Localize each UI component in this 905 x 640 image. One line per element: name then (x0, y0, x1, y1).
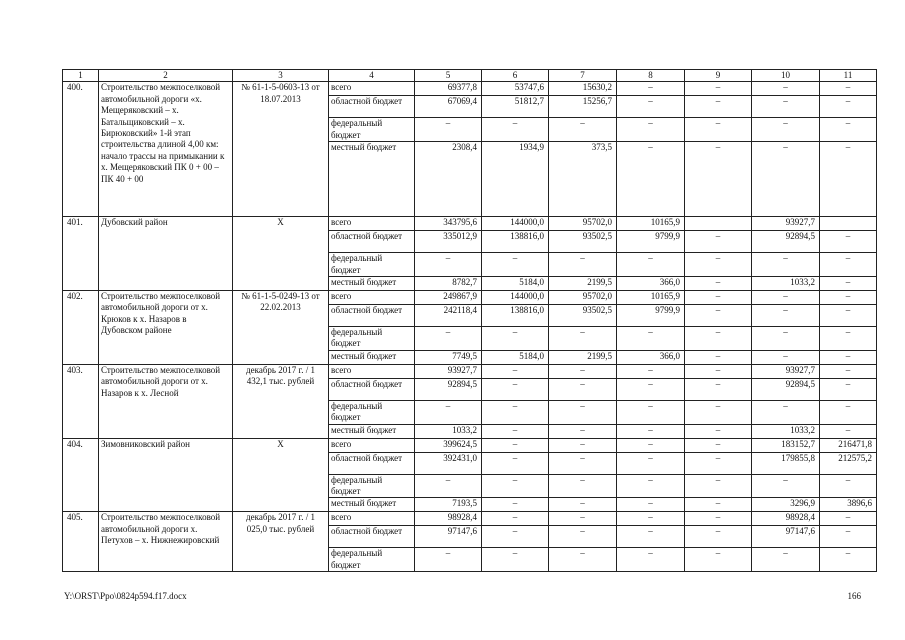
amount-cell: 179855,8 (752, 452, 820, 474)
amount-cell: 15630,2 (549, 82, 617, 96)
amount-cell: – (685, 327, 752, 351)
amount-cell: 138816,0 (482, 305, 549, 327)
amount-cell: 212575,2 (820, 452, 877, 474)
amount-cell: 9799,9 (617, 305, 685, 327)
column-header: 6 (482, 70, 549, 82)
amount-cell: – (482, 364, 549, 378)
object-name: Строительство межпоселковой автомобильной дороги от х. Назаров к х. Лесной (99, 364, 233, 438)
funding-source: местный бюджет (329, 142, 415, 217)
amount-cell: 7193,5 (415, 498, 482, 512)
amount-cell: – (415, 118, 482, 142)
amount-cell: – (482, 253, 549, 277)
amount-cell: – (685, 364, 752, 378)
funding-source: федеральный бюджет (329, 474, 415, 498)
amount-cell: 92894,5 (752, 231, 820, 253)
object-name: Строительство межпоселковой автомобильной дороги «х. Мещеряковский – х. Батальщиковский – х. Бирюковский» 1-й этап строительства длиной 4,00 км: начало трассы на примыкании к х. Мещеряковский ПК 0 + 00 – ПК 40 + 00 (99, 82, 233, 217)
object-name: Строительство межпоселковой автомобильной дороги х. Петухов – х. Нижнежировский (99, 512, 233, 572)
amount-cell: 343795,6 (415, 217, 482, 231)
row-number: 401. (63, 217, 99, 291)
document-ref: № 61-1-5-0603-13 от 18.07.2013 (233, 82, 329, 217)
funding-source: федеральный бюджет (329, 253, 415, 277)
funding-source: областной бюджет (329, 452, 415, 474)
amount-cell: 335012,9 (415, 231, 482, 253)
amount-cell: 1033,2 (415, 424, 482, 438)
row-number: 403. (63, 364, 99, 438)
amount-cell: – (617, 364, 685, 378)
amount-cell: – (685, 548, 752, 572)
table-row (63, 291, 877, 305)
amount-cell: – (820, 305, 877, 327)
amount-cell: – (617, 253, 685, 277)
row-number: 402. (63, 291, 99, 365)
amount-cell: 366,0 (617, 350, 685, 364)
amount-cell: – (482, 424, 549, 438)
document-ref: декабрь 2017 г. / 1 432,1 тыс. рублей (233, 364, 329, 438)
amount-cell: – (820, 231, 877, 253)
amount-cell: 2199,5 (549, 350, 617, 364)
column-header: 11 (820, 70, 877, 82)
amount-cell: 93502,5 (549, 231, 617, 253)
amount-cell: – (482, 438, 549, 452)
amount-cell: – (820, 548, 877, 572)
amount-cell: – (617, 82, 685, 96)
table-body (63, 70, 877, 572)
document-ref: № 61-1-5-0249-13 от 22.02.2013 (233, 291, 329, 365)
amount-cell: 98928,4 (415, 512, 482, 526)
amount-cell: 2199,5 (549, 277, 617, 291)
amount-cell: – (685, 474, 752, 498)
amount-cell: 93927,7 (415, 364, 482, 378)
amount-cell: – (415, 253, 482, 277)
amount-cell: 9799,9 (617, 231, 685, 253)
amount-cell: – (549, 364, 617, 378)
budget-table (62, 69, 877, 572)
funding-source: областной бюджет (329, 526, 415, 548)
amount-cell: – (752, 253, 820, 277)
amount-cell: – (549, 438, 617, 452)
amount-cell: – (617, 498, 685, 512)
amount-cell: – (415, 548, 482, 572)
amount-cell: 8782,7 (415, 277, 482, 291)
funding-source: всего (329, 438, 415, 452)
amount-cell: – (685, 498, 752, 512)
amount-cell: 366,0 (617, 277, 685, 291)
amount-cell: 5184,0 (482, 277, 549, 291)
amount-cell: – (482, 327, 549, 351)
object-name: Зимовниковский район (99, 438, 233, 512)
amount-cell: – (685, 277, 752, 291)
amount-cell: – (820, 291, 877, 305)
amount-cell: 7749,5 (415, 350, 482, 364)
amount-cell: 373,5 (549, 142, 617, 217)
amount-cell: – (685, 118, 752, 142)
amount-cell: – (617, 378, 685, 400)
amount-cell: – (685, 378, 752, 400)
amount-cell: 93502,5 (549, 305, 617, 327)
amount-cell: – (617, 438, 685, 452)
amount-cell: – (752, 96, 820, 118)
amount-cell: – (752, 82, 820, 96)
funding-source: всего (329, 217, 415, 231)
amount-cell: – (617, 452, 685, 474)
amount-cell: 93927,7 (752, 217, 820, 231)
amount-cell: – (415, 327, 482, 351)
amount-cell: 51812,7 (482, 96, 549, 118)
amount-cell: – (820, 378, 877, 400)
column-header: 9 (685, 70, 752, 82)
funding-source: областной бюджет (329, 378, 415, 400)
amount-cell: – (482, 378, 549, 400)
amount-cell: – (752, 118, 820, 142)
object-name: Строительство межпоселковой автомобильной дороги от х. Крюков к х. Назаров в Дубовском районе (99, 291, 233, 365)
amount-cell: 1934,9 (482, 142, 549, 217)
funding-source: местный бюджет (329, 424, 415, 438)
amount-cell: 5184,0 (482, 350, 549, 364)
amount-cell: – (820, 253, 877, 277)
amount-cell: – (685, 96, 752, 118)
amount-cell: – (820, 82, 877, 96)
amount-cell: – (617, 400, 685, 424)
amount-cell: 399624,5 (415, 438, 482, 452)
amount-cell: 95702,0 (549, 217, 617, 231)
amount-cell: – (820, 350, 877, 364)
amount-cell: 10165,9 (617, 217, 685, 231)
amount-cell: – (820, 142, 877, 217)
amount-cell: 249867,9 (415, 291, 482, 305)
amount-cell: – (549, 327, 617, 351)
funding-source: всего (329, 512, 415, 526)
funding-source: местный бюджет (329, 277, 415, 291)
amount-cell: – (617, 142, 685, 217)
amount-cell: – (482, 400, 549, 424)
amount-cell: 144000,0 (482, 217, 549, 231)
amount-cell: – (820, 96, 877, 118)
amount-cell: – (482, 474, 549, 498)
amount-cell: – (820, 364, 877, 378)
amount-cell: 15256,7 (549, 96, 617, 118)
funding-source: областной бюджет (329, 96, 415, 118)
amount-cell: 216471,8 (820, 438, 877, 452)
amount-cell: 92894,5 (752, 378, 820, 400)
amount-cell: – (685, 350, 752, 364)
amount-cell: – (820, 474, 877, 498)
amount-cell: – (617, 327, 685, 351)
amount-cell: – (820, 400, 877, 424)
amount-cell: 138816,0 (482, 231, 549, 253)
amount-cell: – (549, 118, 617, 142)
column-header: 7 (549, 70, 617, 82)
funding-source: федеральный бюджет (329, 400, 415, 424)
funding-source: всего (329, 364, 415, 378)
column-header: 3 (233, 70, 329, 82)
amount-cell: – (549, 452, 617, 474)
table-row (63, 82, 877, 96)
amount-cell: – (752, 291, 820, 305)
column-header: 4 (329, 70, 415, 82)
funding-source: областной бюджет (329, 305, 415, 327)
amount-cell: – (752, 400, 820, 424)
amount-cell: – (685, 305, 752, 327)
amount-cell: 10165,9 (617, 291, 685, 305)
column-header: 2 (99, 70, 233, 82)
object-name: Дубовский район (99, 217, 233, 291)
amount-cell: – (549, 400, 617, 424)
amount-cell: – (820, 526, 877, 548)
amount-cell (820, 217, 877, 231)
amount-cell: – (820, 424, 877, 438)
amount-cell: – (685, 291, 752, 305)
amount-cell: – (685, 424, 752, 438)
amount-cell: – (549, 424, 617, 438)
amount-cell: – (617, 96, 685, 118)
funding-source: федеральный бюджет (329, 327, 415, 351)
document-ref: декабрь 2017 г. / 1 025,0 тыс. рублей (233, 512, 329, 572)
amount-cell: 3296,9 (752, 498, 820, 512)
table-row (63, 512, 877, 526)
table-row (63, 364, 877, 378)
amount-cell: – (415, 400, 482, 424)
amount-cell: 392431,0 (415, 452, 482, 474)
table-row (63, 217, 877, 231)
amount-cell: 98928,4 (752, 512, 820, 526)
amount-cell: – (752, 327, 820, 351)
amount-cell: 242118,4 (415, 305, 482, 327)
amount-cell: – (482, 118, 549, 142)
amount-cell: – (752, 548, 820, 572)
column-header: 5 (415, 70, 482, 82)
amount-cell: – (617, 118, 685, 142)
amount-cell: – (482, 452, 549, 474)
amount-cell: – (617, 512, 685, 526)
amount-cell: – (549, 474, 617, 498)
amount-cell: – (617, 474, 685, 498)
row-number: 404. (63, 438, 99, 512)
amount-cell: – (820, 118, 877, 142)
funding-source: всего (329, 291, 415, 305)
amount-cell: – (617, 548, 685, 572)
amount-cell: – (820, 512, 877, 526)
amount-cell: – (685, 526, 752, 548)
amount-cell: – (685, 142, 752, 217)
file-path-footer: Y:\ORST\Ppo\0824p594.f17.docx (64, 591, 187, 601)
funding-source: местный бюджет (329, 498, 415, 512)
amount-cell: – (752, 474, 820, 498)
amount-cell: – (482, 548, 549, 572)
header-row (63, 70, 877, 82)
funding-source: федеральный бюджет (329, 118, 415, 142)
row-number: 400. (63, 82, 99, 217)
amount-cell: 2308,4 (415, 142, 482, 217)
amount-cell: 97147,6 (415, 526, 482, 548)
column-header: 8 (617, 70, 685, 82)
amount-cell: – (549, 378, 617, 400)
document-ref: Х (233, 438, 329, 512)
amount-cell: – (482, 526, 549, 548)
amount-cell: 53747,6 (482, 82, 549, 96)
amount-cell: 92894,5 (415, 378, 482, 400)
amount-cell: – (820, 327, 877, 351)
amount-cell: – (549, 526, 617, 548)
amount-cell: 183152,7 (752, 438, 820, 452)
page-number: 166 (847, 591, 861, 601)
funding-source: местный бюджет (329, 350, 415, 364)
funding-source: областной бюджет (329, 231, 415, 253)
table-row (63, 438, 877, 452)
amount-cell: 3896,6 (820, 498, 877, 512)
amount-cell: 69377,8 (415, 82, 482, 96)
document-ref: Х (233, 217, 329, 291)
amount-cell: – (617, 424, 685, 438)
amount-cell: – (549, 498, 617, 512)
amount-cell: – (685, 82, 752, 96)
funding-source: всего (329, 82, 415, 96)
amount-cell: 97147,6 (752, 526, 820, 548)
amount-cell: – (482, 512, 549, 526)
amount-cell: – (415, 474, 482, 498)
amount-cell: 67069,4 (415, 96, 482, 118)
amount-cell: – (752, 305, 820, 327)
amount-cell: – (685, 452, 752, 474)
amount-cell: – (820, 277, 877, 291)
column-header: 1 (63, 70, 99, 82)
amount-cell (685, 217, 752, 231)
amount-cell: – (752, 142, 820, 217)
amount-cell: – (549, 512, 617, 526)
amount-cell: – (482, 498, 549, 512)
amount-cell: – (685, 231, 752, 253)
amount-cell: 93927,7 (752, 364, 820, 378)
amount-cell: 95702,0 (549, 291, 617, 305)
amount-cell: – (549, 253, 617, 277)
amount-cell: – (685, 400, 752, 424)
amount-cell: – (617, 526, 685, 548)
row-number: 405. (63, 512, 99, 572)
amount-cell: – (685, 512, 752, 526)
amount-cell: 1033,2 (752, 424, 820, 438)
amount-cell: 1033,2 (752, 277, 820, 291)
amount-cell: – (685, 438, 752, 452)
amount-cell: – (752, 350, 820, 364)
amount-cell: – (549, 548, 617, 572)
amount-cell: 144000,0 (482, 291, 549, 305)
funding-source: федеральный бюджет (329, 548, 415, 572)
amount-cell: – (685, 253, 752, 277)
column-header: 10 (752, 70, 820, 82)
